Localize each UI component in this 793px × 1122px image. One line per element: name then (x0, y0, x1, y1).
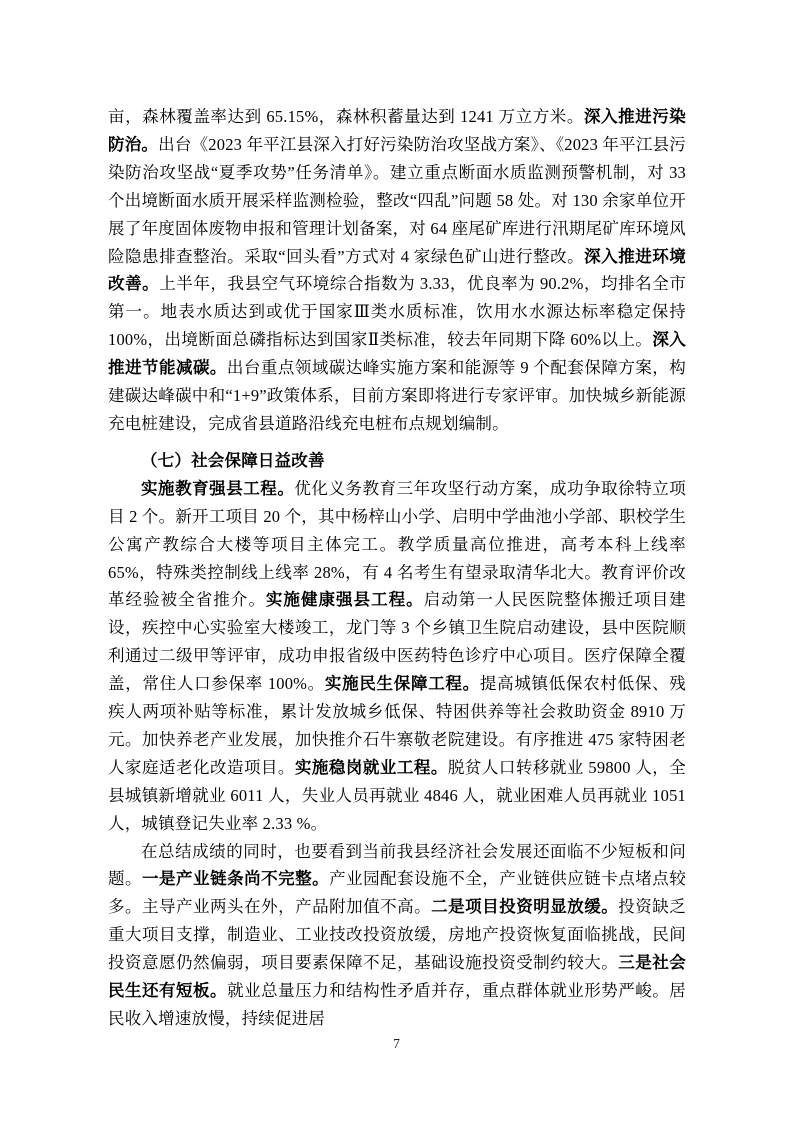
text-run: 在总结成绩的同时，也要看到当前我县经济社会发展还面临不少短板和问题。 (108, 841, 686, 889)
text-run: 启动第一人民医院整体搬迁项目建设，疾控中心实验室大楼竣工，龙门等 3 个乡镇卫生院启动建设，县中医院顺利通过二级甲等评审，成功申报省级中医药特色诊疗中心项目。医疗保障全覆盖，常住人口参保率 100%。 (108, 590, 686, 694)
bold-text-run: 实施教育强县工程。 (141, 478, 295, 498)
bold-text-run: 三是社会民生还有短板。 (108, 953, 686, 1001)
text-run: 优化义务教育三年攻坚行动方案，成功争取徐特立项目 2 个。新开工项目 20 个，其中杨梓山小学、启明中学曲池小学部、职校学生公寓产教综合大楼等项目主体完工。教学质量高位推进，高考本科上线率 65%，特殊类控制线上线率 28%，有 4 名考生有望录取清华北大。教育评价改革经验被全省推介。 (108, 478, 686, 610)
bold-text-run: 一是产业链条尚不完整。 (142, 869, 330, 889)
text-run: 投资缺乏重大项目支撑，制造业、工业技改投资放缓，房地产投资恢复面临挑战，民间投资意愿仍然偏弱，项目要素保障不足，基础设施投资受制约较大。 (108, 897, 686, 973)
bold-text-run: 深入推进污染防治。 (108, 107, 687, 154)
bold-text-run: 深入推进环境改善。 (108, 246, 686, 294)
text-run: 产业园配套设施不全，产业链供应链卡点堵点较多。主导产业两头在外，产品附加值不高。 (108, 869, 687, 917)
bold-text-run: 二是项目投资明显放缓。 (431, 897, 619, 917)
text-run: 出台《2023 年平江县深入打好污染防治攻坚战方案》、《2023 年平江县污染防治攻坚战“夏季攻势”任务清单》。建立重点断面水质监测预警机制，对 33 个出境断面水质开展采样监测检验，整改“四乱”问题 58 处。对 130 余家单位开展了年度固体废物申报和管理计划备案，对 64 座尾矿库进行汛期尾矿库环境风险隐患排查整治。采取“回头看”方式对 4 家绿色矿山进行整改。 (108, 134, 686, 266)
bold-text-run: 实施民生保障工程。 (324, 674, 480, 694)
text-run: 上半年，我县空气环境综合指数为 3.33，优良率为 90.2%，均排名全市第一。地表水质达到或优于国家Ⅲ类水质标准，饮用水水源达标率稳定保持 100%，出境断面总磷指标达到国家Ⅱ类标准，较去年同期下降 60%以上。 (108, 274, 686, 350)
text-run: 脱贫人口转移就业 59800 人，全县城镇新增就业 6011 人，失业人员再就业 4846 人，就业困难人员再就业 1051 人，城镇登记失业率 2.33 %。 (108, 757, 686, 833)
text-run: 提高城镇低保农村低保、残疾人两项补贴等标准，累计发放城乡低保、特困供养等社会救助资金 8910 万元。加快养老产业发展，加快推介石牛寨敬老院建设。有序推进 475 家特困老人家庭适老化改造项目。 (108, 674, 687, 777)
document-body (108, 103, 686, 1033)
text-run: 出台重点领域碳达峰实施方案和能源等 9 个配套保障方案，构建碳达峰碳中和“1+9”政策体系，目前方案即将进行专家评审。加快城乡新能源充电桩建设，完成省县道路沿线充电桩布点规划编制。 (108, 358, 686, 433)
text-run: 就业总量压力和结构性矛盾并存，重点群体就业形势严峻。居民收入增速放慢，持续促进居 (108, 981, 686, 1028)
text-run: 亩，森林覆盖率达到 65.15%，森林积蓄量达到 1241 万立方米。 (108, 107, 584, 126)
paragraph (108, 475, 686, 838)
bold-text-run: 实施稳岗就业工程。 (294, 757, 448, 777)
bold-text-run: 深入推进节能减碳。 (108, 330, 687, 378)
paragraph (108, 103, 686, 438)
bold-text-run: （七）社会保障日益改善 (141, 450, 325, 470)
page-number: 7 (393, 1036, 400, 1051)
paragraph (108, 838, 686, 1033)
bold-text-run: 实施健康强县工程。 (265, 590, 424, 610)
section-heading (108, 447, 686, 475)
